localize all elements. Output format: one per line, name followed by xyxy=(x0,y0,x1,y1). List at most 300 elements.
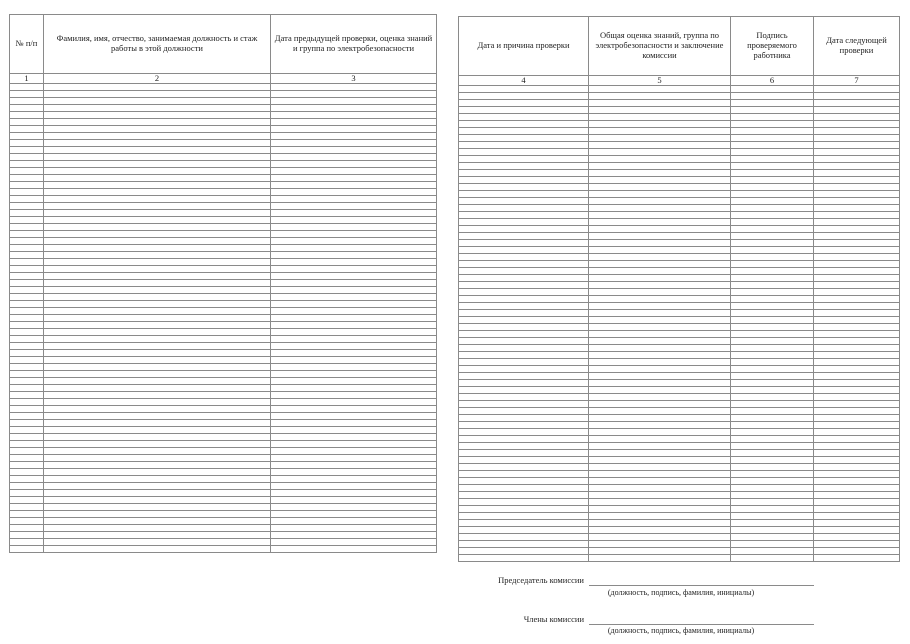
blank-table-cell[interactable] xyxy=(589,443,731,450)
blank-table-cell[interactable] xyxy=(814,142,900,149)
blank-table-cell[interactable] xyxy=(10,147,44,154)
blank-table-cell[interactable] xyxy=(814,415,900,422)
blank-table-cell[interactable] xyxy=(731,555,814,562)
blank-table-cell[interactable] xyxy=(731,177,814,184)
blank-table-cell[interactable] xyxy=(731,156,814,163)
blank-table-cell[interactable] xyxy=(589,100,731,107)
blank-table-cell[interactable] xyxy=(459,163,589,170)
blank-table-cell[interactable] xyxy=(459,233,589,240)
blank-table-cell[interactable] xyxy=(271,364,437,371)
blank-table-cell[interactable] xyxy=(459,338,589,345)
blank-table-cell[interactable] xyxy=(589,233,731,240)
blank-table-cell[interactable] xyxy=(10,112,44,119)
blank-table-cell[interactable] xyxy=(271,511,437,518)
blank-table-cell[interactable] xyxy=(731,352,814,359)
blank-table-cell[interactable] xyxy=(44,175,271,182)
blank-table-cell[interactable] xyxy=(731,317,814,324)
blank-table-cell[interactable] xyxy=(459,219,589,226)
blank-table-cell[interactable] xyxy=(44,469,271,476)
blank-table-cell[interactable] xyxy=(814,184,900,191)
blank-table-cell[interactable] xyxy=(271,140,437,147)
blank-table-cell[interactable] xyxy=(731,163,814,170)
blank-table-cell[interactable] xyxy=(44,497,271,504)
blank-table-cell[interactable] xyxy=(10,301,44,308)
blank-table-cell[interactable] xyxy=(731,121,814,128)
blank-table-cell[interactable] xyxy=(459,240,589,247)
blank-table-cell[interactable] xyxy=(814,289,900,296)
blank-table-cell[interactable] xyxy=(271,203,437,210)
blank-table-cell[interactable] xyxy=(589,121,731,128)
blank-table-cell[interactable] xyxy=(10,98,44,105)
blank-table-cell[interactable] xyxy=(731,345,814,352)
blank-table-cell[interactable] xyxy=(10,175,44,182)
blank-table-cell[interactable] xyxy=(814,107,900,114)
blank-table-cell[interactable] xyxy=(731,303,814,310)
blank-table-cell[interactable] xyxy=(459,184,589,191)
blank-table-cell[interactable] xyxy=(589,261,731,268)
blank-table-cell[interactable] xyxy=(459,275,589,282)
blank-table-cell[interactable] xyxy=(814,93,900,100)
blank-table-cell[interactable] xyxy=(271,196,437,203)
blank-table-cell[interactable] xyxy=(10,287,44,294)
blank-table-cell[interactable] xyxy=(731,135,814,142)
blank-table-cell[interactable] xyxy=(731,212,814,219)
blank-table-cell[interactable] xyxy=(589,485,731,492)
blank-table-cell[interactable] xyxy=(731,499,814,506)
blank-table-cell[interactable] xyxy=(589,534,731,541)
blank-table-cell[interactable] xyxy=(10,196,44,203)
blank-table-cell[interactable] xyxy=(44,112,271,119)
blank-table-cell[interactable] xyxy=(589,408,731,415)
blank-table-cell[interactable] xyxy=(10,280,44,287)
blank-table-cell[interactable] xyxy=(44,357,271,364)
blank-table-cell[interactable] xyxy=(10,385,44,392)
blank-table-cell[interactable] xyxy=(271,490,437,497)
blank-table-cell[interactable] xyxy=(10,210,44,217)
blank-table-cell[interactable] xyxy=(271,420,437,427)
blank-table-cell[interactable] xyxy=(271,518,437,525)
blank-table-cell[interactable] xyxy=(271,462,437,469)
blank-table-cell[interactable] xyxy=(589,114,731,121)
blank-table-cell[interactable] xyxy=(459,499,589,506)
blank-table-cell[interactable] xyxy=(814,303,900,310)
blank-table-cell[interactable] xyxy=(271,168,437,175)
blank-table-cell[interactable] xyxy=(731,408,814,415)
blank-table-cell[interactable] xyxy=(459,86,589,93)
blank-table-cell[interactable] xyxy=(10,427,44,434)
blank-table-cell[interactable] xyxy=(10,378,44,385)
blank-table-cell[interactable] xyxy=(731,324,814,331)
blank-table-cell[interactable] xyxy=(271,427,437,434)
blank-table-cell[interactable] xyxy=(731,247,814,254)
blank-table-cell[interactable] xyxy=(459,443,589,450)
blank-table-cell[interactable] xyxy=(271,273,437,280)
blank-table-cell[interactable] xyxy=(44,329,271,336)
blank-table-cell[interactable] xyxy=(10,357,44,364)
blank-table-cell[interactable] xyxy=(731,492,814,499)
blank-table-cell[interactable] xyxy=(589,268,731,275)
blank-table-cell[interactable] xyxy=(10,399,44,406)
blank-table-cell[interactable] xyxy=(10,133,44,140)
blank-table-cell[interactable] xyxy=(731,184,814,191)
blank-table-cell[interactable] xyxy=(459,415,589,422)
blank-table-cell[interactable] xyxy=(814,114,900,121)
blank-table-cell[interactable] xyxy=(731,219,814,226)
blank-table-cell[interactable] xyxy=(44,490,271,497)
blank-table-cell[interactable] xyxy=(44,196,271,203)
blank-table-cell[interactable] xyxy=(271,175,437,182)
blank-table-cell[interactable] xyxy=(731,296,814,303)
blank-table-cell[interactable] xyxy=(814,275,900,282)
blank-table-cell[interactable] xyxy=(271,308,437,315)
blank-table-cell[interactable] xyxy=(814,261,900,268)
blank-table-cell[interactable] xyxy=(814,170,900,177)
blank-table-cell[interactable] xyxy=(271,532,437,539)
blank-table-cell[interactable] xyxy=(44,210,271,217)
blank-table-cell[interactable] xyxy=(459,135,589,142)
blank-table-cell[interactable] xyxy=(44,98,271,105)
blank-table-cell[interactable] xyxy=(589,247,731,254)
blank-table-cell[interactable] xyxy=(589,415,731,422)
blank-table-cell[interactable] xyxy=(10,294,44,301)
blank-table-cell[interactable] xyxy=(731,422,814,429)
blank-table-cell[interactable] xyxy=(459,345,589,352)
blank-table-cell[interactable] xyxy=(731,485,814,492)
blank-table-cell[interactable] xyxy=(271,231,437,238)
blank-table-cell[interactable] xyxy=(731,205,814,212)
blank-table-cell[interactable] xyxy=(459,457,589,464)
blank-table-cell[interactable] xyxy=(271,350,437,357)
blank-table-cell[interactable] xyxy=(731,478,814,485)
blank-table-cell[interactable] xyxy=(589,324,731,331)
blank-table-cell[interactable] xyxy=(731,331,814,338)
blank-table-cell[interactable] xyxy=(814,380,900,387)
blank-table-cell[interactable] xyxy=(459,429,589,436)
blank-table-cell[interactable] xyxy=(459,149,589,156)
blank-table-cell[interactable] xyxy=(44,343,271,350)
blank-table-cell[interactable] xyxy=(814,156,900,163)
blank-table-cell[interactable] xyxy=(814,387,900,394)
blank-table-cell[interactable] xyxy=(44,322,271,329)
blank-table-cell[interactable] xyxy=(44,168,271,175)
blank-table-cell[interactable] xyxy=(459,268,589,275)
blank-table-cell[interactable] xyxy=(10,462,44,469)
blank-table-cell[interactable] xyxy=(589,331,731,338)
blank-table-cell[interactable] xyxy=(10,343,44,350)
blank-table-cell[interactable] xyxy=(589,303,731,310)
blank-table-cell[interactable] xyxy=(814,492,900,499)
members-signature-line[interactable] xyxy=(589,624,814,625)
blank-table-cell[interactable] xyxy=(44,217,271,224)
blank-table-cell[interactable] xyxy=(814,394,900,401)
blank-table-cell[interactable] xyxy=(10,441,44,448)
blank-table-cell[interactable] xyxy=(589,338,731,345)
blank-table-cell[interactable] xyxy=(271,161,437,168)
blank-table-cell[interactable] xyxy=(44,385,271,392)
blank-table-cell[interactable] xyxy=(731,513,814,520)
blank-table-cell[interactable] xyxy=(10,448,44,455)
blank-table-cell[interactable] xyxy=(731,443,814,450)
blank-table-cell[interactable] xyxy=(459,387,589,394)
blank-table-cell[interactable] xyxy=(271,154,437,161)
blank-table-cell[interactable] xyxy=(10,259,44,266)
blank-table-cell[interactable] xyxy=(731,359,814,366)
blank-table-cell[interactable] xyxy=(814,345,900,352)
blank-table-cell[interactable] xyxy=(44,266,271,273)
blank-table-cell[interactable] xyxy=(814,324,900,331)
blank-table-cell[interactable] xyxy=(271,210,437,217)
blank-table-cell[interactable] xyxy=(589,457,731,464)
blank-table-cell[interactable] xyxy=(459,394,589,401)
blank-table-cell[interactable] xyxy=(271,392,437,399)
blank-table-cell[interactable] xyxy=(44,392,271,399)
blank-table-cell[interactable] xyxy=(814,135,900,142)
blank-table-cell[interactable] xyxy=(731,240,814,247)
blank-table-cell[interactable] xyxy=(589,226,731,233)
blank-table-cell[interactable] xyxy=(589,254,731,261)
blank-table-cell[interactable] xyxy=(731,450,814,457)
blank-table-cell[interactable] xyxy=(589,170,731,177)
blank-table-cell[interactable] xyxy=(44,119,271,126)
blank-table-cell[interactable] xyxy=(271,84,437,91)
blank-table-cell[interactable] xyxy=(10,105,44,112)
blank-table-cell[interactable] xyxy=(731,548,814,555)
blank-table-cell[interactable] xyxy=(271,497,437,504)
blank-table-cell[interactable] xyxy=(10,252,44,259)
blank-table-cell[interactable] xyxy=(731,282,814,289)
blank-table-cell[interactable] xyxy=(44,455,271,462)
blank-table-cell[interactable] xyxy=(10,203,44,210)
blank-table-cell[interactable] xyxy=(814,268,900,275)
blank-table-cell[interactable] xyxy=(589,478,731,485)
blank-table-cell[interactable] xyxy=(459,247,589,254)
blank-table-cell[interactable] xyxy=(44,483,271,490)
blank-table-cell[interactable] xyxy=(731,191,814,198)
blank-table-cell[interactable] xyxy=(271,322,437,329)
blank-table-cell[interactable] xyxy=(10,245,44,252)
blank-table-cell[interactable] xyxy=(271,504,437,511)
blank-table-cell[interactable] xyxy=(44,287,271,294)
blank-table-cell[interactable] xyxy=(271,539,437,546)
blank-table-cell[interactable] xyxy=(10,490,44,497)
blank-table-cell[interactable] xyxy=(10,140,44,147)
blank-table-cell[interactable] xyxy=(731,198,814,205)
blank-table-cell[interactable] xyxy=(814,128,900,135)
blank-table-cell[interactable] xyxy=(814,548,900,555)
blank-table-cell[interactable] xyxy=(10,476,44,483)
blank-table-cell[interactable] xyxy=(459,198,589,205)
blank-table-cell[interactable] xyxy=(271,476,437,483)
blank-table-cell[interactable] xyxy=(731,310,814,317)
blank-table-cell[interactable] xyxy=(10,434,44,441)
blank-table-cell[interactable] xyxy=(814,408,900,415)
blank-table-cell[interactable] xyxy=(271,441,437,448)
blank-table-cell[interactable] xyxy=(459,205,589,212)
blank-table-cell[interactable] xyxy=(814,317,900,324)
blank-table-cell[interactable] xyxy=(10,539,44,546)
blank-table-cell[interactable] xyxy=(459,324,589,331)
blank-table-cell[interactable] xyxy=(44,406,271,413)
blank-table-cell[interactable] xyxy=(589,275,731,282)
blank-table-cell[interactable] xyxy=(271,385,437,392)
blank-table-cell[interactable] xyxy=(10,518,44,525)
blank-table-cell[interactable] xyxy=(271,98,437,105)
blank-table-cell[interactable] xyxy=(44,399,271,406)
blank-table-cell[interactable] xyxy=(10,322,44,329)
blank-table-cell[interactable] xyxy=(589,464,731,471)
blank-table-cell[interactable] xyxy=(731,268,814,275)
blank-table-cell[interactable] xyxy=(731,373,814,380)
blank-table-cell[interactable] xyxy=(814,149,900,156)
blank-table-cell[interactable] xyxy=(589,219,731,226)
blank-table-cell[interactable] xyxy=(271,329,437,336)
blank-table-cell[interactable] xyxy=(44,182,271,189)
blank-table-cell[interactable] xyxy=(459,359,589,366)
blank-table-cell[interactable] xyxy=(459,254,589,261)
blank-table-cell[interactable] xyxy=(814,471,900,478)
blank-table-cell[interactable] xyxy=(589,93,731,100)
blank-table-cell[interactable] xyxy=(459,177,589,184)
blank-table-cell[interactable] xyxy=(10,420,44,427)
blank-table-cell[interactable] xyxy=(814,254,900,261)
blank-table-cell[interactable] xyxy=(271,245,437,252)
blank-table-cell[interactable] xyxy=(731,436,814,443)
blank-table-cell[interactable] xyxy=(589,345,731,352)
blank-table-cell[interactable] xyxy=(589,177,731,184)
blank-table-cell[interactable] xyxy=(814,233,900,240)
blank-table-cell[interactable] xyxy=(10,511,44,518)
blank-table-cell[interactable] xyxy=(44,413,271,420)
blank-table-cell[interactable] xyxy=(271,294,437,301)
blank-table-cell[interactable] xyxy=(731,128,814,135)
blank-table-cell[interactable] xyxy=(10,315,44,322)
blank-table-cell[interactable] xyxy=(44,448,271,455)
blank-table-cell[interactable] xyxy=(44,147,271,154)
blank-table-cell[interactable] xyxy=(44,364,271,371)
blank-table-cell[interactable] xyxy=(731,149,814,156)
blank-table-cell[interactable] xyxy=(589,401,731,408)
blank-table-cell[interactable] xyxy=(459,93,589,100)
blank-table-cell[interactable] xyxy=(589,310,731,317)
blank-table-cell[interactable] xyxy=(731,366,814,373)
blank-table-cell[interactable] xyxy=(814,282,900,289)
blank-table-cell[interactable] xyxy=(44,189,271,196)
blank-table-cell[interactable] xyxy=(589,149,731,156)
blank-table-cell[interactable] xyxy=(589,296,731,303)
blank-table-cell[interactable] xyxy=(589,86,731,93)
blank-table-cell[interactable] xyxy=(44,231,271,238)
blank-table-cell[interactable] xyxy=(459,450,589,457)
blank-table-cell[interactable] xyxy=(814,359,900,366)
blank-table-cell[interactable] xyxy=(459,478,589,485)
blank-table-cell[interactable] xyxy=(44,133,271,140)
blank-table-cell[interactable] xyxy=(589,205,731,212)
blank-table-cell[interactable] xyxy=(459,373,589,380)
blank-table-cell[interactable] xyxy=(459,261,589,268)
blank-table-cell[interactable] xyxy=(589,555,731,562)
blank-table-cell[interactable] xyxy=(10,238,44,245)
blank-table-cell[interactable] xyxy=(814,331,900,338)
blank-table-cell[interactable] xyxy=(271,147,437,154)
blank-table-cell[interactable] xyxy=(271,182,437,189)
blank-table-cell[interactable] xyxy=(44,546,271,553)
blank-table-cell[interactable] xyxy=(459,534,589,541)
blank-table-cell[interactable] xyxy=(589,212,731,219)
blank-table-cell[interactable] xyxy=(459,520,589,527)
blank-table-cell[interactable] xyxy=(271,336,437,343)
blank-table-cell[interactable] xyxy=(814,478,900,485)
blank-table-cell[interactable] xyxy=(44,259,271,266)
blank-table-cell[interactable] xyxy=(10,231,44,238)
blank-table-cell[interactable] xyxy=(271,357,437,364)
blank-table-cell[interactable] xyxy=(814,163,900,170)
blank-table-cell[interactable] xyxy=(44,301,271,308)
blank-table-cell[interactable] xyxy=(44,245,271,252)
blank-table-cell[interactable] xyxy=(44,462,271,469)
blank-table-cell[interactable] xyxy=(814,541,900,548)
blank-table-cell[interactable] xyxy=(271,469,437,476)
blank-table-cell[interactable] xyxy=(10,273,44,280)
blank-table-cell[interactable] xyxy=(459,422,589,429)
blank-table-cell[interactable] xyxy=(731,93,814,100)
blank-table-cell[interactable] xyxy=(589,380,731,387)
blank-table-cell[interactable] xyxy=(459,401,589,408)
blank-table-cell[interactable] xyxy=(814,401,900,408)
blank-table-cell[interactable] xyxy=(271,301,437,308)
blank-table-cell[interactable] xyxy=(459,212,589,219)
blank-table-cell[interactable] xyxy=(10,119,44,126)
blank-table-cell[interactable] xyxy=(271,413,437,420)
blank-table-cell[interactable] xyxy=(814,226,900,233)
blank-table-cell[interactable] xyxy=(731,415,814,422)
blank-table-cell[interactable] xyxy=(459,310,589,317)
blank-table-cell[interactable] xyxy=(731,457,814,464)
blank-table-cell[interactable] xyxy=(731,464,814,471)
blank-table-cell[interactable] xyxy=(814,429,900,436)
blank-table-cell[interactable] xyxy=(731,289,814,296)
blank-table-cell[interactable] xyxy=(271,133,437,140)
blank-table-cell[interactable] xyxy=(589,107,731,114)
blank-table-cell[interactable] xyxy=(589,422,731,429)
blank-table-cell[interactable] xyxy=(44,126,271,133)
blank-table-cell[interactable] xyxy=(44,105,271,112)
blank-table-cell[interactable] xyxy=(44,336,271,343)
blank-table-cell[interactable] xyxy=(731,254,814,261)
blank-table-cell[interactable] xyxy=(44,308,271,315)
blank-table-cell[interactable] xyxy=(589,394,731,401)
blank-table-cell[interactable] xyxy=(731,275,814,282)
blank-table-cell[interactable] xyxy=(10,182,44,189)
blank-table-cell[interactable] xyxy=(589,429,731,436)
blank-table-cell[interactable] xyxy=(459,366,589,373)
blank-table-cell[interactable] xyxy=(459,513,589,520)
blank-table-cell[interactable] xyxy=(814,499,900,506)
blank-table-cell[interactable] xyxy=(589,142,731,149)
blank-table-cell[interactable] xyxy=(10,546,44,553)
blank-table-cell[interactable] xyxy=(589,548,731,555)
blank-table-cell[interactable] xyxy=(44,441,271,448)
blank-table-cell[interactable] xyxy=(271,119,437,126)
blank-table-cell[interactable] xyxy=(459,170,589,177)
blank-table-cell[interactable] xyxy=(44,154,271,161)
blank-table-cell[interactable] xyxy=(814,450,900,457)
blank-table-cell[interactable] xyxy=(44,434,271,441)
blank-table-cell[interactable] xyxy=(10,84,44,91)
blank-table-cell[interactable] xyxy=(731,506,814,513)
blank-table-cell[interactable] xyxy=(731,107,814,114)
blank-table-cell[interactable] xyxy=(459,527,589,534)
blank-table-cell[interactable] xyxy=(44,280,271,287)
